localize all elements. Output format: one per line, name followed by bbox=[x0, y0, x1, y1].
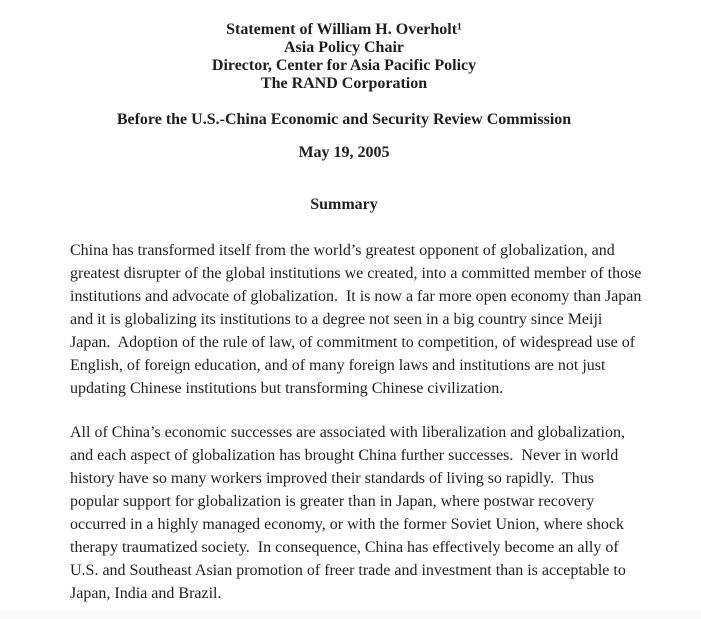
body-line: institutions and advocate of globalization. It is now a far more open economy than Japan bbox=[70, 288, 642, 305]
statement-title: Statement of William H. Overholt¹ bbox=[226, 21, 462, 38]
body-line: therapy traumatized society. In consequence, China has effectively become an ally of bbox=[70, 539, 619, 556]
body-line: and each aspect of globalization has brought China further successes. Never in world bbox=[70, 447, 619, 464]
body-line: English, of foreign education, and of many foreign laws and institutions are not just bbox=[70, 357, 606, 374]
commission-line: Before the U.S.-China Economic and Security Review Commission bbox=[116, 111, 572, 128]
date-line: May 19, 2005 bbox=[298, 144, 390, 161]
body-line: updating Chinese institutions but transforming Chinese civilization. bbox=[70, 380, 504, 397]
author-role-line: Asia Policy Chair bbox=[284, 39, 404, 56]
body-line: All of China’s economic successes are associated with liberalization and globalization, bbox=[70, 424, 625, 441]
body-line: history have so many workers improved their standards of living so rapidly. Thus bbox=[70, 470, 594, 487]
body-line: China has transformed itself from the world’s greatest opponent of globalization, and bbox=[70, 242, 615, 259]
organization-line: The RAND Corporation bbox=[260, 75, 428, 92]
page-bottom-shade bbox=[0, 610, 701, 619]
body-line: and it is globalizing its institutions to a degree not seen in a big country since Meiji bbox=[70, 311, 603, 328]
body-line: greatest disrupter of the global institutions we created, into a committed member of those bbox=[70, 265, 642, 282]
document-content bbox=[70, 0, 642, 605]
body-line: popular support for globalization is greater than in Japan, where postwar recovery bbox=[70, 493, 595, 510]
body-line: U.S. and Southeast Asian promotion of freer trade and investment than is acceptable to bbox=[70, 562, 626, 579]
summary-heading: Summary bbox=[310, 196, 378, 213]
paragraph bbox=[70, 421, 626, 605]
paragraph bbox=[70, 239, 642, 400]
document-header bbox=[70, 0, 618, 93]
author-position-line: Director, Center for Asia Pacific Policy bbox=[211, 57, 477, 74]
body-line: occurred in a highly managed economy, or with the former Soviet Union, where shock bbox=[70, 516, 624, 533]
body-line: Japan, India and Brazil. bbox=[70, 585, 222, 602]
body-line: Japan. Adoption of the rule of law, of commitment to competition, of widespread use of bbox=[70, 334, 636, 351]
